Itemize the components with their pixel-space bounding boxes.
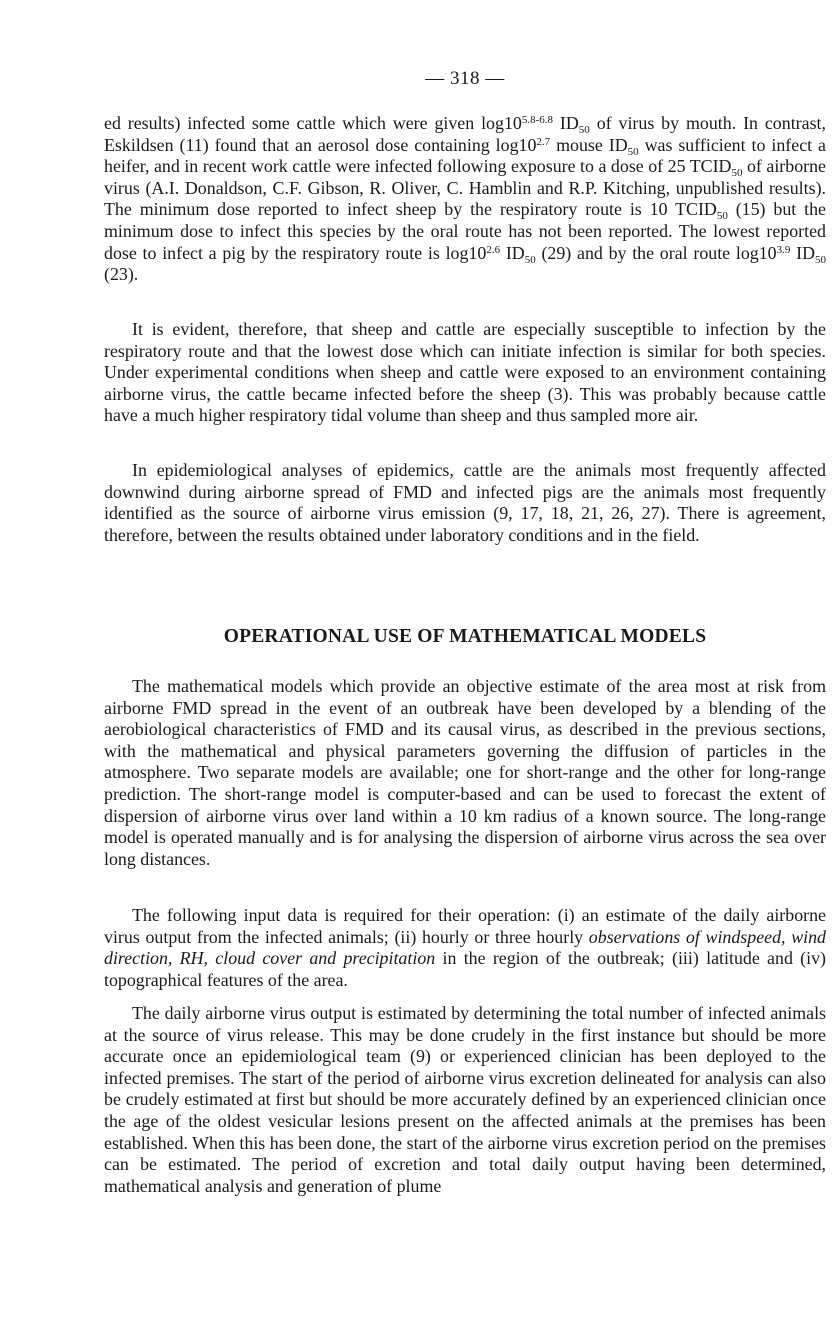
paragraph-susceptibility: It is evident, therefore, that sheep and cattle are especially susceptible to infection by the respiratory route and that the lowest dose which can initiate infection is similar for both species. Under experimental conditions when sheep and cattle were exposed to an environment containing airborne virus, the cattle became infected before the sheep (3). This was probably because cattle have a much higher respiratory tidal volume than sheep and thus sampled more air. bbox=[104, 319, 826, 426]
paragraph-epidemiological-analyses: In epidemiological analyses of epidemics, cattle are the animals most frequently affected downwind during airborne spread of FMD and infected pigs are the animals most frequently identified as the source of airborne virus emission (9, 17, 18, 21, 26, 27). There is agreement, therefore, between the results obtained under laboratory conditions and in the field. bbox=[104, 460, 826, 545]
text-run: mouse ID bbox=[550, 134, 628, 155]
subscript: 50 bbox=[731, 167, 743, 180]
text-run: of virus by mouth. In contrast, Eskildsen (11) found that an aerosol dose containing log10 bbox=[104, 113, 826, 155]
superscript: 2.6 bbox=[486, 243, 501, 256]
paragraph-input-data bbox=[104, 905, 826, 991]
text-run: (15) but the minimum dose to infect this species by the oral route has not been reported. The lowest reported dose to infect a pig by the respiratory route is log10 bbox=[104, 199, 826, 263]
superscript: 2.7 bbox=[536, 135, 551, 148]
paragraph-virus-output-estimation: The daily airborne virus output is estimated by determining the total number of infected animals at the source of virus release. This may be done crudely in the first instance but should be more accurate once an epidemiological team (9) or experienced clinician has been deployed to the infected premises. The start of the period of airborne virus excretion delineated for analysis can also be crudely estimated at first but should be more accurately defined by an experienced clinician once the age of the oldest vesicular lesions present on the affected animals at the premises has been established. When this has been done, the start of the airborne virus excretion period on the premises can be estimated. The period of excretion and total daily output having been determined, mathematical analysis and generation of plume bbox=[104, 1003, 826, 1196]
subscript: 50 bbox=[716, 210, 728, 223]
text-run: (29) and by the oral route log10 bbox=[535, 242, 777, 263]
text-run: The following input data is required for their operation: (i) an estimate of the daily airborne virus output from the infected animals; (ii) hourly or three hourly bbox=[104, 905, 826, 947]
text-run: ID bbox=[790, 242, 815, 263]
italic-text-run: observations of windspeed, wind direction, RH, cloud cover and precipitation bbox=[104, 926, 826, 969]
page-number: — 318 — bbox=[425, 68, 505, 89]
subscript: 50 bbox=[524, 253, 536, 266]
subscript: 50 bbox=[815, 253, 826, 266]
text-run: ID bbox=[553, 113, 579, 133]
subscript: 50 bbox=[627, 145, 639, 158]
text-run: of airborne virus (A.I. Donaldson, C.F. Gibson, R. Oliver, C. Hamblin and R.P. Kitching, unpublished results). The minimum dose reported to infect sheep by the respiratory route is 10 TCID bbox=[104, 156, 826, 220]
text-run: in the region of the outbreak; (iii) latitude and (iv) topographical features of the area. bbox=[104, 948, 827, 990]
subscript: 50 bbox=[578, 124, 590, 136]
superscript: 3.9 bbox=[776, 243, 791, 256]
paragraph-mathematical-models: The mathematical models which provide an objective estimate of the area most at risk from airborne FMD spread in the event of an outbreak have been developed by a blending of the aerobiological characteristics of FMD and its causal virus, as described in the previous sections, with the mathematical and physical parameters governing the diffusion of particles in the atmosphere. Two separate models are available; one for short-range and the other for long-range prediction. The short-range model is computer-based and can be used to forecast the extent of dispersion of airborne virus over land within a 10 km radius of a known source. The long-range model is operated manually and is for analysing the dispersion of airborne virus across the sea over long distances. bbox=[104, 676, 826, 869]
paragraph-dose-results bbox=[104, 113, 826, 286]
superscript: 5.8-6.8 bbox=[521, 114, 554, 126]
text-run: ed results) infected some cattle which were given log10 bbox=[104, 113, 522, 133]
section-heading: OPERATIONAL USE OF MATHEMATICAL MODELS bbox=[223, 626, 707, 647]
text-run: was sufficient to infect a heifer, and in recent work cattle were infected following exposure to a dose of 25 TCID bbox=[104, 134, 826, 177]
text-run: ID bbox=[500, 242, 525, 263]
text-run: (23). bbox=[104, 264, 139, 285]
